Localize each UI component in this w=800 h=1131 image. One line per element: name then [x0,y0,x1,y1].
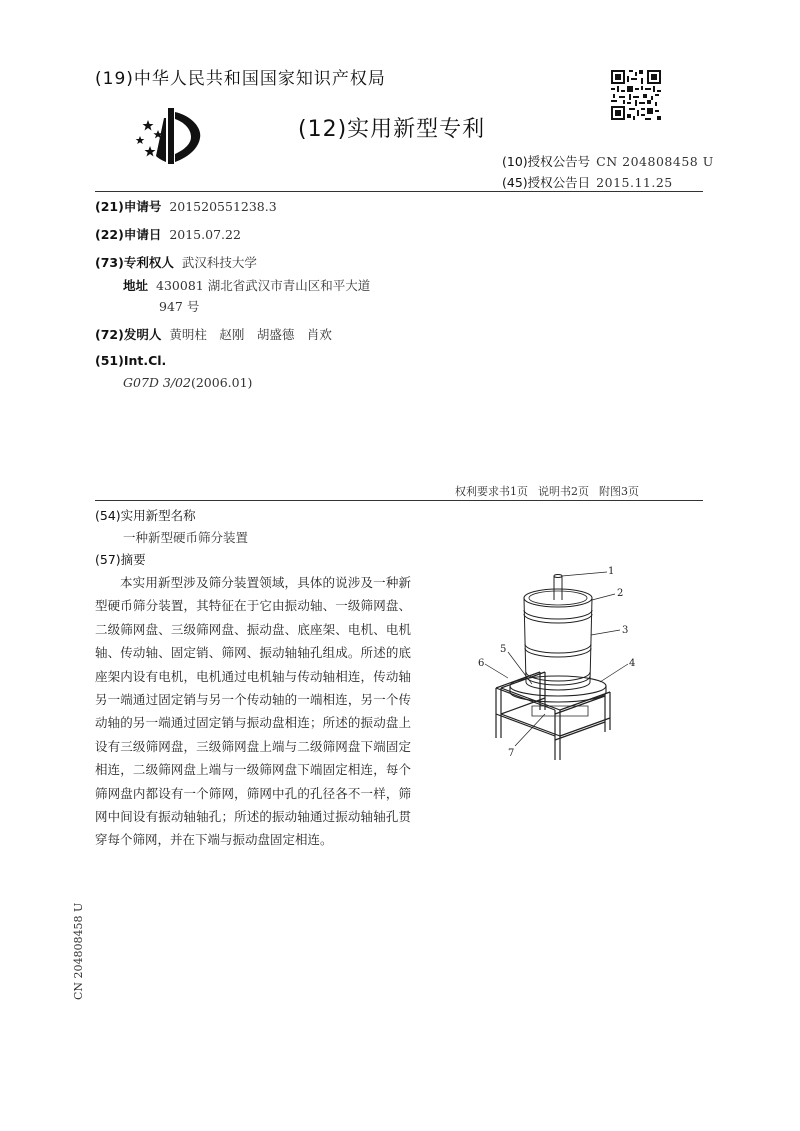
drawings-pages: 附图3页 [599,485,639,498]
claims-pages: 权利要求书1页 [455,485,528,498]
qr-code-icon [611,70,661,120]
header-divider [95,191,703,192]
pub-number-value: CN 204808458 U [596,154,714,169]
int-cl-label-text: (51)Int.Cl. [95,353,167,368]
address-label: 地址 [123,278,149,293]
office-name: (19)中华人民共和国国家知识产权局 [95,69,386,89]
address-line1: 430081 湖北省武汉市青山区和平大道 [156,278,371,293]
patentee [95,253,257,271]
abstract-text: 本实用新型涉及筛分装置领域，具体的说涉及一种新型硬币筛分装置，其特征在于它由振动轴、一级筛网盘、二级筛网盘、三级筛网盘、振动盘、底座架、电机、电机轴、传动轴、固定销、筛网、振动轴轴孔组成。所述的底座架内设有电机，电机通过电机轴与传动轴相连，传动轴另一端通过固定销与另一个传动轴的一端相连，另一个传动轴的另一端通过固定销与振动盘相连；所述的振动盘上设有三级筛网盘，三级筛网盘上端与二级筛网盘下端固定相连，二级筛网盘上端与一级筛网盘下端固定相连，每个筛网盘内都设有一个筛网，筛网中孔的孔径各不一样，筛网中间设有振动轴轴孔；所述的振动轴通过振动轴轴孔贯穿每个筛网，并在下端与振动盘固定相连。 [95,575,411,848]
pub-date [502,173,673,191]
cnipa-logo-icon [128,106,210,166]
page-counts [455,483,639,499]
application-number-label: (21)申请号 [95,199,162,214]
inventors-value: 黄明柱 赵刚 胡盛德 肖欢 [169,327,332,342]
device-drawing [470,560,650,770]
section-divider [95,500,703,501]
patentee-label: (73)专利权人 [95,255,174,270]
int-cl-label [95,353,166,368]
pub-number [502,152,714,170]
drawing-label-5: 5 [500,644,507,655]
drawing-label-2: 2 [617,588,624,599]
drawing-label-3: 3 [622,625,629,636]
description-pages: 说明书2页 [538,485,589,498]
address-line2: 947 号 [159,299,200,314]
application-date-label: (22)申请日 [95,227,162,242]
drawing-label-6: 6 [478,658,485,669]
ipc-classification [123,375,252,390]
address [123,276,370,294]
utility-model-title: 一种新型硬币筛分装置 [123,530,249,545]
application-number-value: 201520551238.3 [169,199,277,214]
pub-number-label: (10)授权公告号 [502,154,591,169]
abstract-label-text: (57)摘要 [95,552,146,567]
patentee-value: 武汉科技大学 [181,255,257,270]
drawing-label-4: 4 [629,658,636,669]
application-date-value: 2015.07.22 [169,227,241,242]
drawing-label-7: 7 [508,748,515,759]
title-section-label [95,506,196,524]
abstract-label [95,550,146,568]
pub-date-label: (45)授权公告日 [502,175,591,190]
ipc-code: G07D 3/02 [123,375,191,390]
side-publication-number: CN 204808458 U [72,902,85,1000]
patent-type: (12)实用新型专利 [298,117,486,142]
drawing-label-1: 1 [608,566,615,577]
inventors-label: (72)发明人 [95,327,162,342]
ipc-version: (2006.01) [190,375,253,390]
pub-date-value: 2015.11.25 [596,175,673,190]
application-number [95,197,277,215]
inventors [95,325,332,343]
application-date [95,225,241,243]
title-section-label-text: (54)实用新型名称 [95,508,196,523]
